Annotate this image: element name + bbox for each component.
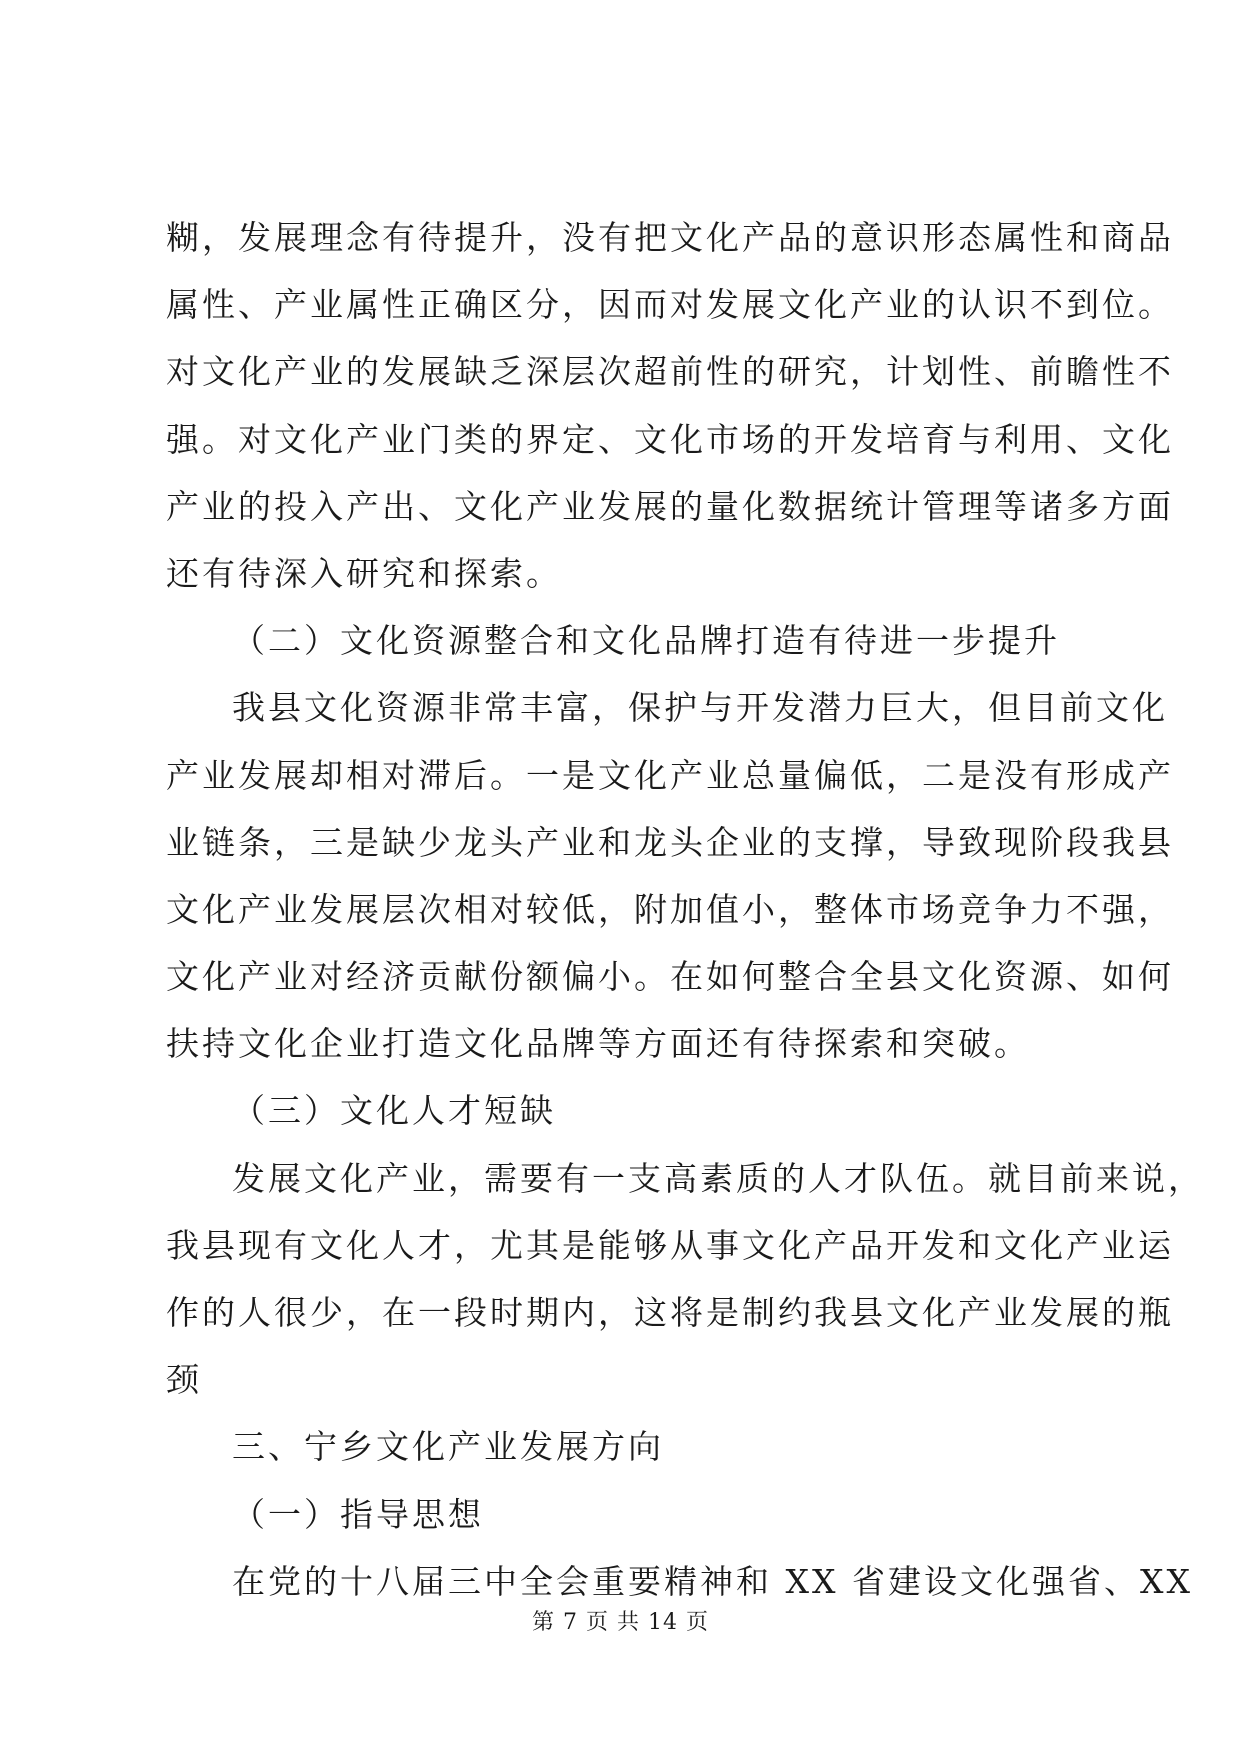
paragraph-first-line: 在党的十八届三中全会重要精神和 XX 省建设文化强省、XX	[232, 1561, 1193, 1601]
section-heading: （三）文化人才短缺	[232, 1091, 556, 1131]
body-line: 颈	[166, 1360, 202, 1400]
body-line: 文化产业对经济贡献份额偏小。在如何整合全县文化资源、如何	[166, 957, 1174, 997]
body-line: 对文化产业的发展缺乏深层次超前性的研究，计划性、前瞻性不	[166, 352, 1174, 392]
body-line: 业链条，三是缺少龙头产业和龙头企业的支撑，导致现阶段我县	[166, 822, 1174, 862]
body-line: 扶持文化企业打造文化品牌等方面还有待探索和突破。	[166, 1024, 1030, 1064]
section-heading: （一）指导思想	[232, 1494, 484, 1534]
paragraph-first-line: 我县文化资源非常丰富，保护与开发潜力巨大，但目前文化	[232, 688, 1168, 728]
paragraph-first-line: 发展文化产业，需要有一支高素质的人才队伍。就目前来说，	[232, 1158, 1204, 1198]
body-line: 属性、产业属性正确区分，因而对发展文化产业的认识不到位。	[166, 285, 1174, 325]
body-line: 产业的投入产出、文化产业发展的量化数据统计管理等诸多方面	[166, 486, 1174, 526]
document-body	[166, 204, 1204, 1615]
body-line: 作的人很少，在一段时期内，这将是制约我县文化产业发展的瓶	[166, 1293, 1174, 1332]
section-heading: （二）文化资源整合和文化品牌打造有待进一步提升	[232, 621, 1060, 661]
body-line: 我县现有文化人才，尤其是能够从事文化产品开发和文化产业运	[166, 1225, 1174, 1265]
page-number-footer: 第 7 页 共 14 页	[532, 1610, 709, 1635]
chapter-heading: 三、宁乡文化产业发展方向	[232, 1427, 664, 1467]
body-line: 文化产业发展层次相对较低，附加值小，整体市场竞争力不强，	[166, 889, 1174, 929]
body-line: 产业发展却相对滞后。一是文化产业总量偏低，二是没有形成产	[166, 755, 1174, 795]
body-line: 糊，发展理念有待提升，没有把文化产品的意识形态属性和商品	[166, 218, 1174, 257]
body-line: 还有待深入研究和探索。	[166, 553, 562, 593]
body-line: 强。对文化产业门类的界定、文化市场的开发培育与利用、文化	[166, 419, 1174, 459]
